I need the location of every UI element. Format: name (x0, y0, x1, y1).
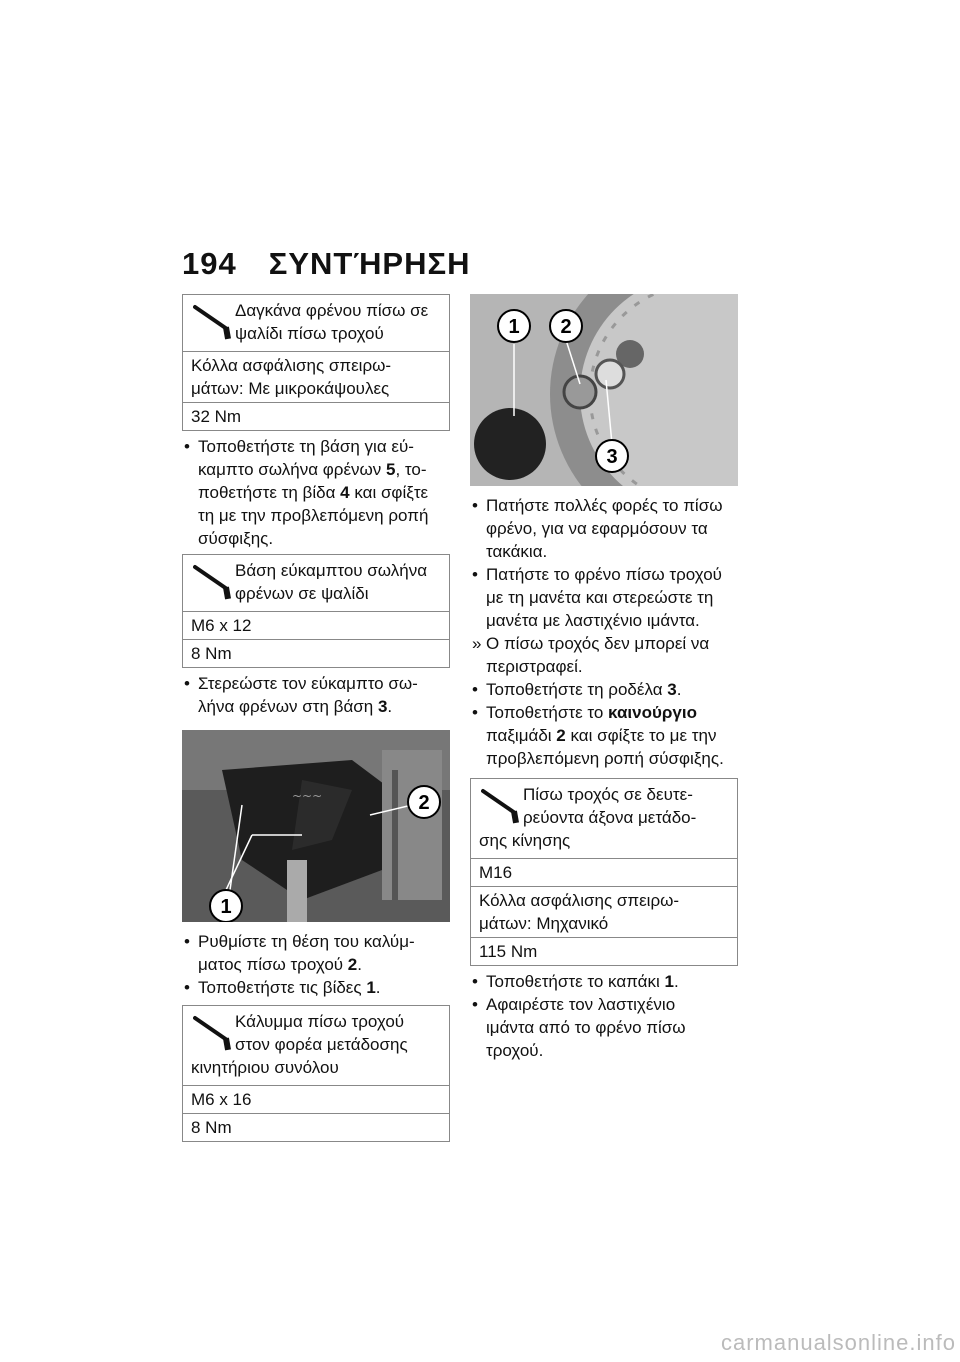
spec-title-line: κινητήριου συνόλου (191, 1058, 339, 1077)
page-header (182, 246, 470, 282)
step-list (182, 672, 450, 718)
spec-title-line: φρένων σε ψαλίδι (235, 584, 369, 603)
spec-table-brake-caliper (182, 294, 450, 431)
callout-label: 3 (606, 446, 618, 468)
spec-caption (183, 555, 449, 611)
right-column (470, 294, 738, 1076)
step-list (182, 930, 450, 999)
watermark: carmanualsonline.info (720, 1330, 956, 1355)
spec-title-line: Πίσω τροχός σε δευτε- (523, 785, 693, 804)
spec-table-wheel-cover (182, 1005, 450, 1142)
step-list (470, 494, 738, 770)
step-item: • Τοποθετήστε το καινούργιο παξιμάδι 2 και σφίξτε το με την προβλεπόμενη ροπή σύσφιξης. (472, 703, 724, 768)
spec-row: Κόλλα ασφάλισης σπειρω- μάτων: Μηχανικό (471, 886, 737, 937)
left-column (182, 294, 450, 1146)
spec-row: 8 Nm (183, 1113, 449, 1141)
spec-row: 32 Nm (183, 402, 449, 430)
spec-caption (471, 779, 737, 858)
spec-row: M6 x 12 (183, 611, 449, 639)
torque-wrench-icon (193, 303, 237, 341)
svg-text:~~~: ~~~ (292, 789, 323, 803)
step-item: • Ρυθμίστε τη θέση του καλύμ- ματος πίσω τροχού 2. (184, 932, 415, 974)
step-item: • Τοποθετήστε τη βάση για εύ- καμπτο σωλήνα φρένων 5, το- ποθετήστε τη βίδα 4 και σφίξτε τη με την προβλεπόμενη ροπή σύσφιξης. (184, 437, 429, 548)
page-number: 194 (182, 246, 237, 281)
page-title: ΣΥΝΤΉΡΗΣΗ (268, 246, 471, 281)
spec-title-line: Δαγκάνα φρένου πίσω σε (235, 301, 429, 320)
spec-row: Κόλλα ασφάλισης σπειρω- μάτων: Με μικροκάψουλες (183, 351, 449, 402)
spec-title-line: ψαλίδι πίσω τροχού (235, 324, 384, 343)
spec-title-line: σης κίνησης (479, 831, 571, 850)
step-item: • Τοποθετήστε τη ροδέλα 3. (472, 680, 682, 699)
callout-label: 2 (560, 316, 572, 338)
torque-wrench-icon (193, 1014, 237, 1052)
spec-table-rear-wheel (470, 778, 738, 966)
spec-row: 8 Nm (183, 639, 449, 667)
spec-caption (183, 1006, 449, 1085)
step-item: • Πατήστε πολλές φορές το πίσω φρένο, για να εφαρμόσουν τα τακάκια. (472, 496, 723, 561)
photo-rear-axle (470, 294, 738, 486)
step-list (182, 435, 450, 550)
step-item: • Τοποθετήστε τις βίδες 1. (184, 978, 381, 997)
spec-row: M6 x 16 (183, 1085, 449, 1113)
step-item: • Αφαιρέστε τον λαστιχένιο ιμάντα από το φρένο πίσω τροχού. (472, 995, 686, 1060)
spec-title-line: ρεύοντα άξονα μετάδο- (523, 808, 697, 827)
torque-wrench-icon (193, 563, 237, 601)
spec-title-line: Κάλυμμα πίσω τροχού (235, 1012, 405, 1031)
step-list (470, 970, 738, 1062)
callout-label: 1 (508, 316, 520, 338)
spec-title-line: Βάση εύκαμπτου σωλήνα (235, 561, 428, 580)
spec-table-hose-bracket (182, 554, 450, 668)
torque-wrench-icon (481, 787, 525, 825)
photo-wheel-cover (182, 730, 450, 922)
spec-row: 115 Nm (471, 937, 737, 965)
step-result: » Ο πίσω τροχός δεν μπορεί να περιστραφεί. (472, 634, 710, 676)
step-item: • Τοποθετήστε το καπάκι 1. (472, 972, 679, 991)
callout-label: 2 (418, 792, 430, 814)
step-item: • Στερεώστε τον εύκαμπτο σω- λήνα φρένων στη βάση 3. (184, 674, 418, 716)
spec-caption (183, 295, 449, 351)
spec-title-line: στον φορέα μετάδοσης (235, 1035, 408, 1054)
step-item: • Πατήστε το φρένο πίσω τροχού με τη μανέτα και στερεώστε τη μανέτα με λαστιχένιο ιμάντα. (472, 565, 722, 630)
spec-row: M16 (471, 858, 737, 886)
callout-label: 1 (220, 896, 232, 918)
